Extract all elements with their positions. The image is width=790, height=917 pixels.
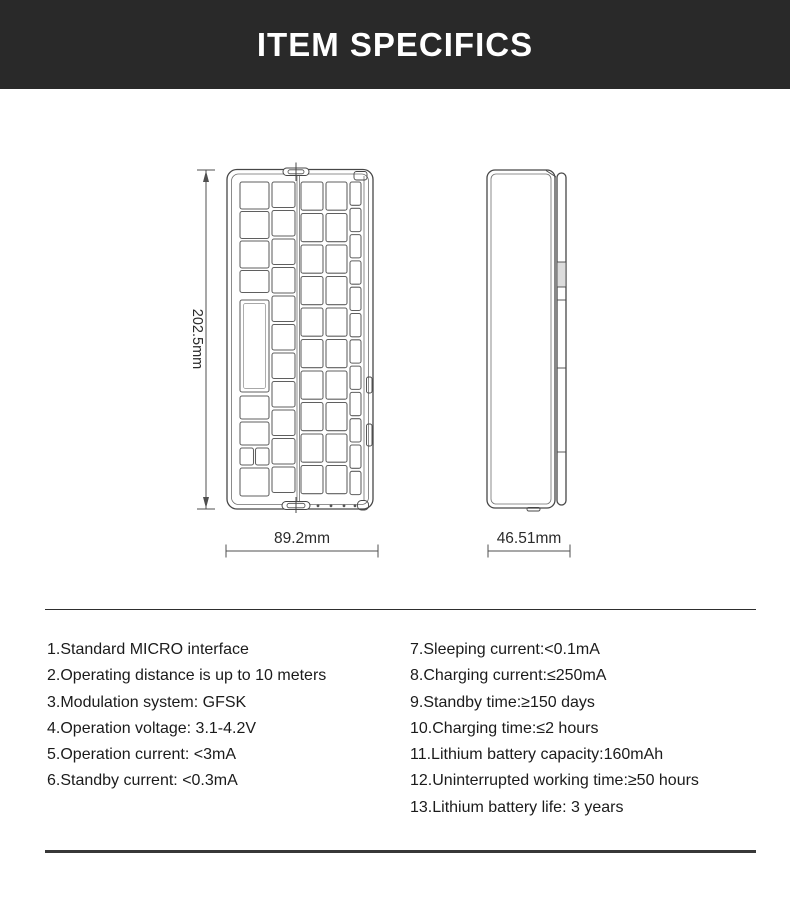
keyboard-key — [272, 467, 295, 493]
keyboard-key — [272, 239, 295, 265]
keyboard-key — [326, 214, 347, 242]
keyboard-key — [272, 182, 295, 208]
spec-item: 8.Charging current:≤250mA — [410, 667, 607, 685]
keyboard-key — [256, 448, 270, 465]
side-button — [367, 424, 373, 446]
keyboard-key — [350, 419, 361, 442]
side-latch — [557, 262, 566, 287]
spec-list-right — [410, 637, 699, 821]
keyboard-key — [350, 314, 361, 337]
keyboard-key — [240, 212, 269, 239]
spec-item: 1.Standard MICRO interface — [47, 641, 249, 658]
spec-item: 7.Sleeping current:<0.1mA — [410, 641, 600, 658]
spec-item: 10.Charging time:≤2 hours — [410, 719, 599, 737]
keyboard-key — [272, 211, 295, 237]
divider-bottom — [45, 850, 756, 853]
keyboard-key — [350, 235, 361, 258]
side-view-outline — [487, 170, 555, 508]
spec-item: 9.Standby time:≥150 days — [410, 693, 595, 711]
spec-item: 13.Lithium battery life: 3 years — [410, 798, 624, 816]
keyboard-key — [301, 371, 323, 399]
hinge-bottom-icon — [282, 497, 310, 513]
keyboard-key — [301, 466, 323, 494]
keyboard-key — [326, 340, 347, 368]
front-width-label: 89.2mm — [274, 530, 330, 547]
keyboard-key — [326, 245, 347, 273]
spec-item: 5.Operation current: <3mA — [47, 746, 236, 764]
keyboard-key — [301, 340, 323, 368]
lock-slider — [354, 172, 367, 181]
spec-item: 12.Uninterrupted working time:≥50 hours — [410, 772, 699, 790]
side-view-inner-outline — [491, 174, 551, 504]
keyboard-key — [301, 403, 323, 431]
page-title: ITEM SPECIFICS — [256, 25, 534, 63]
keyboard-key — [350, 445, 361, 468]
keyboard-key — [326, 277, 347, 305]
keyboard-key — [240, 241, 269, 268]
keyboard-key — [240, 448, 254, 465]
keyboard-key — [272, 325, 295, 351]
keyboard-key — [326, 403, 347, 431]
spec-list-left — [47, 637, 326, 795]
keyboard-key — [240, 468, 269, 496]
keyboard-key — [350, 261, 361, 284]
keyboard-key — [240, 422, 269, 445]
spec-item: 11.Lithium battery capacity:160mAh — [410, 746, 664, 764]
divider-top — [45, 609, 756, 610]
keyboard-key — [272, 439, 295, 465]
keyboard-key — [301, 214, 323, 242]
hinge-top-icon — [283, 163, 309, 182]
side-edge-strip — [557, 173, 566, 505]
keyboard-key — [272, 410, 295, 436]
spec-item: 2.Operating distance is up to 10 meters — [47, 667, 327, 685]
side-button — [367, 377, 373, 393]
keyboard-key — [326, 182, 347, 210]
keyboard-key — [301, 182, 323, 210]
keyboard-key — [326, 308, 347, 336]
spec-item: 4.Operation voltage: 3.1-4.2V — [47, 719, 257, 737]
spec-item: 3.Modulation system: GFSK — [47, 693, 247, 711]
keyboard-key — [326, 466, 347, 494]
keyboard-key — [272, 268, 295, 294]
spec-item: 6.Standby current: <0.3mA — [47, 772, 238, 790]
keyboard-key — [350, 392, 361, 415]
keyboard-key — [326, 434, 347, 462]
side-width-label: 46.51mm — [496, 530, 562, 547]
keyboard-key — [301, 277, 323, 305]
keyboard-key — [240, 271, 269, 293]
keyboard-key — [350, 182, 361, 205]
keyboard-key — [301, 434, 323, 462]
front-view-keys — [240, 182, 361, 496]
keyboard-key — [326, 371, 347, 399]
keyboard-side-view — [487, 170, 566, 511]
keyboard-key — [350, 366, 361, 389]
keyboard-key — [350, 208, 361, 231]
keyboard-key — [301, 308, 323, 336]
keyboard-key — [301, 245, 323, 273]
keyboard-key — [240, 300, 269, 392]
height-dimension-label: 202.5mm — [189, 308, 205, 370]
keyboard-front-view — [227, 163, 373, 514]
keyboard-key — [272, 296, 295, 322]
keyboard-key — [350, 471, 361, 494]
keyboard-key — [240, 396, 269, 419]
keyboard-key — [350, 340, 361, 363]
keyboard-key — [350, 287, 361, 310]
keyboard-key — [272, 382, 295, 408]
keyboard-key — [240, 182, 269, 209]
keyboard-key — [272, 353, 295, 379]
